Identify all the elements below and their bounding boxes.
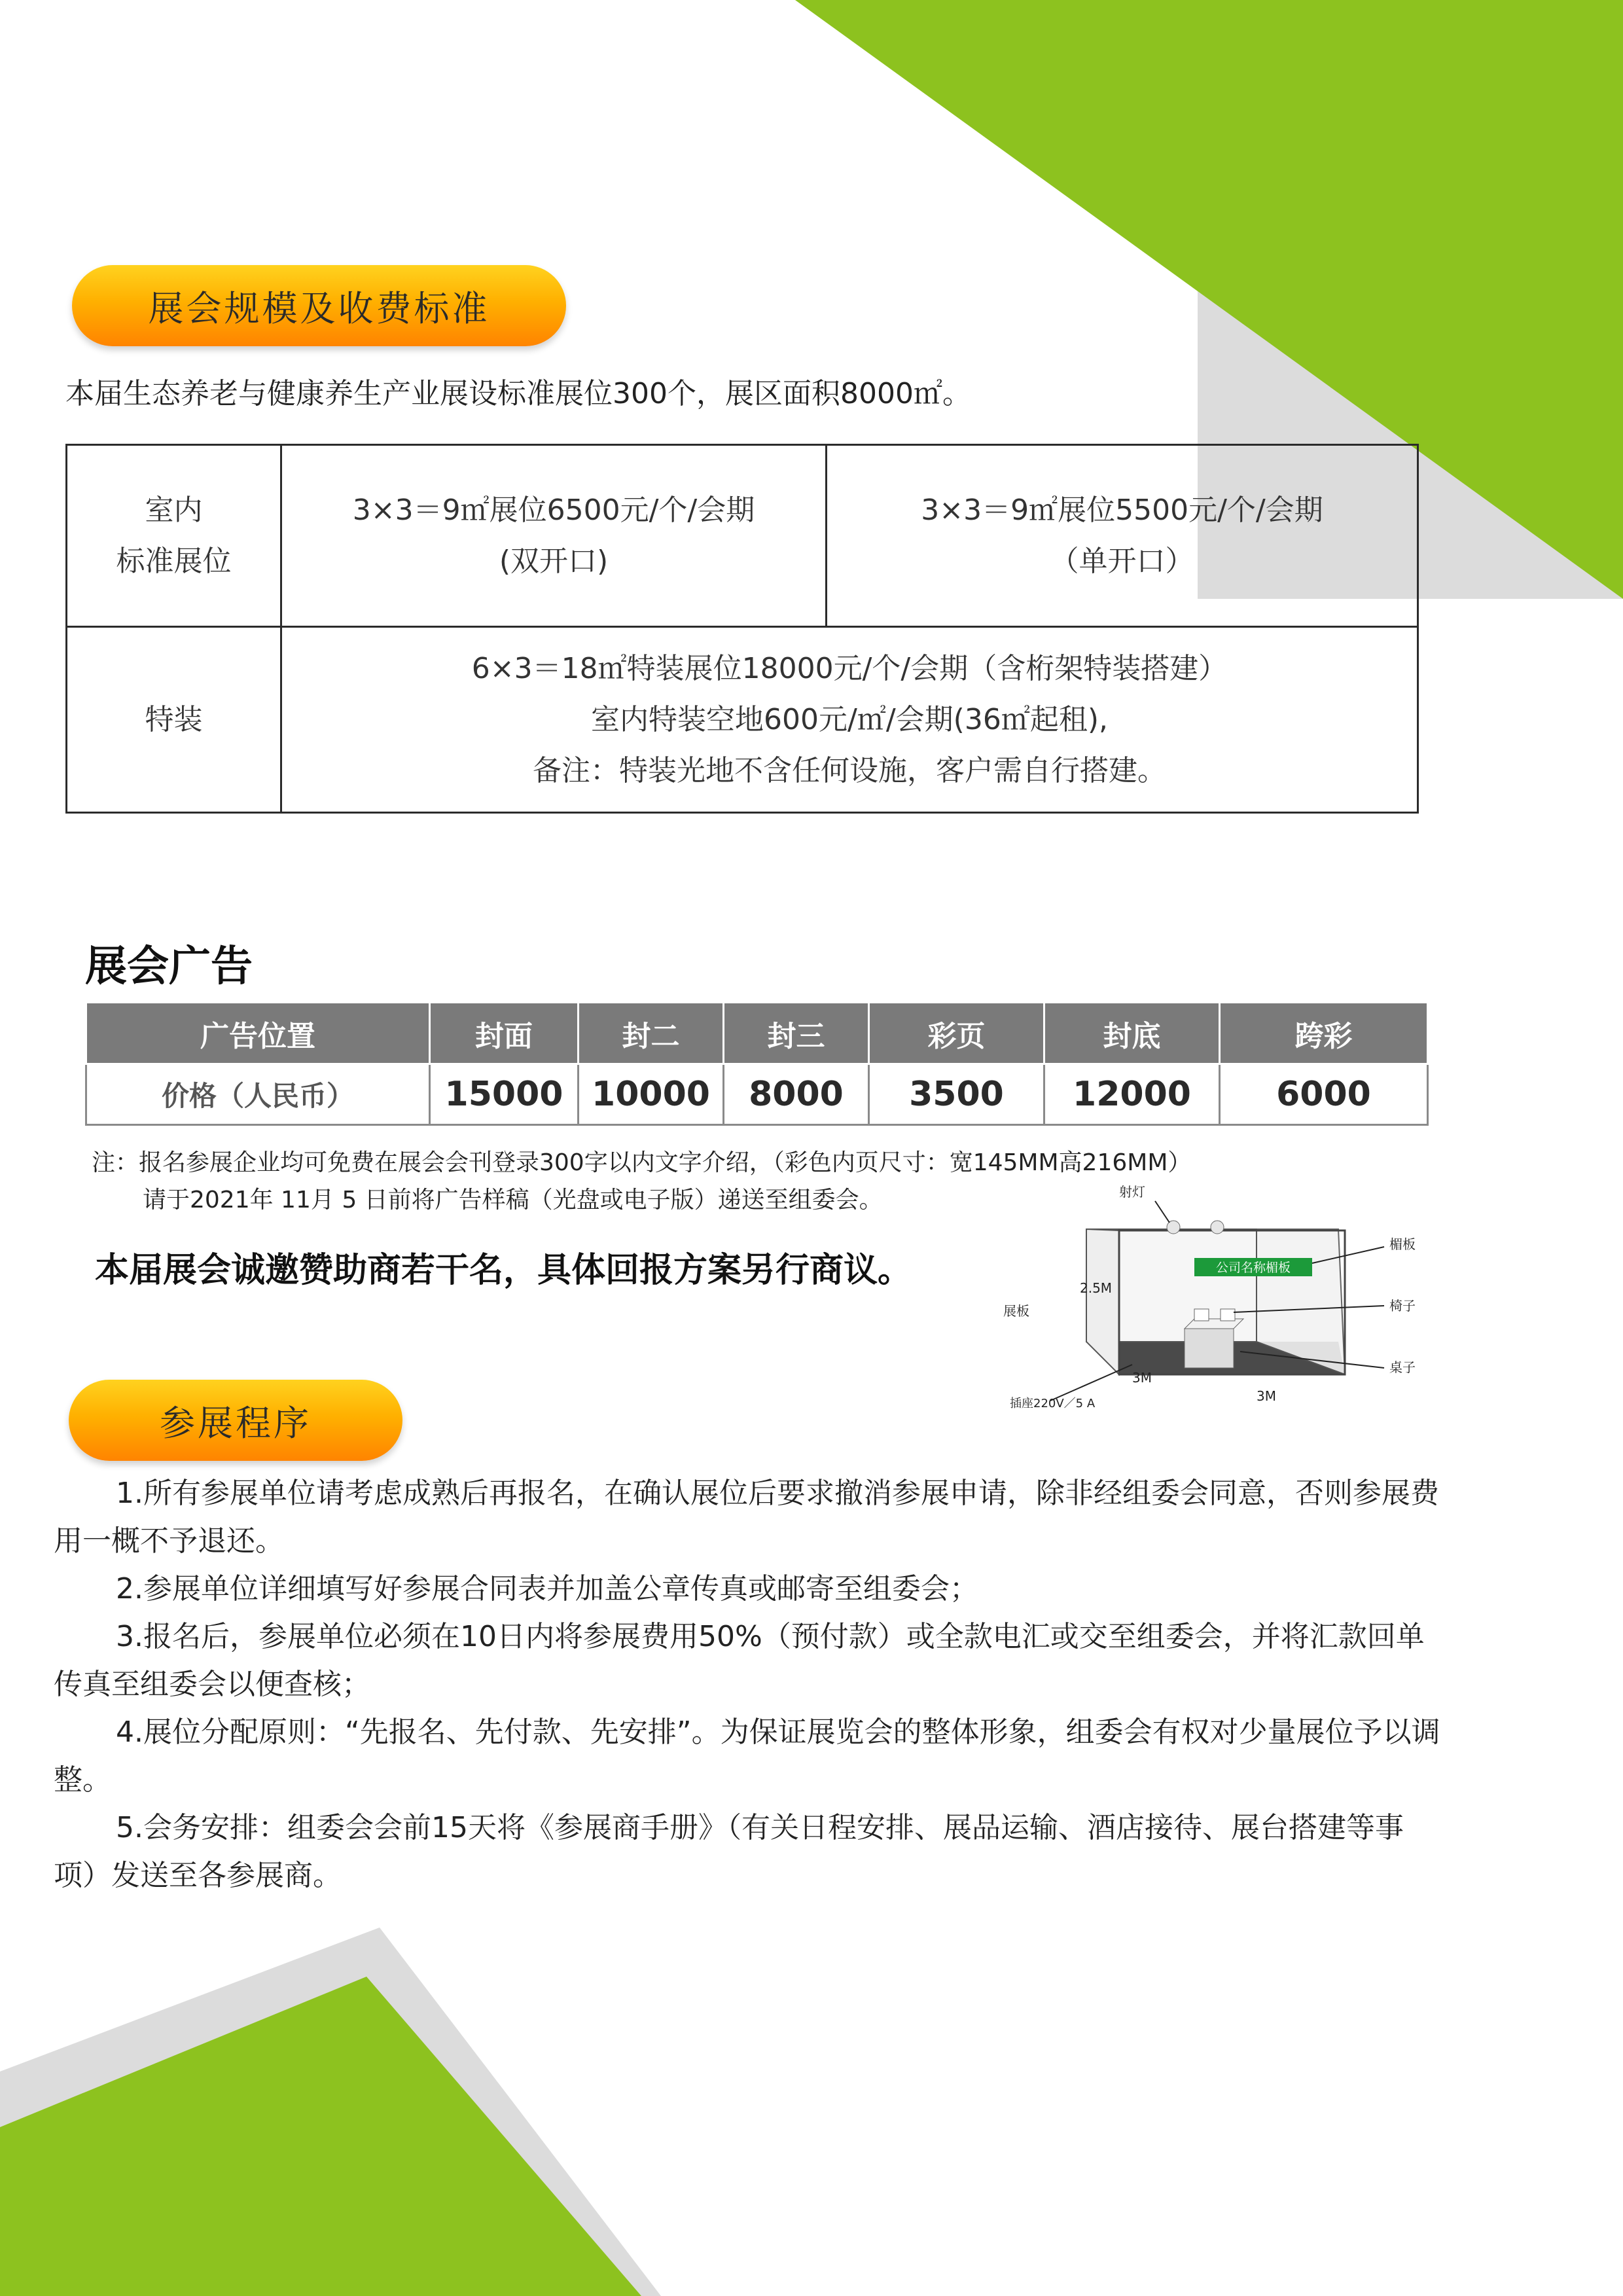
booth-diagram	[998, 1178, 1436, 1414]
fee-text: 6×3＝18㎡特装展位18000元/个/会期（含桁架特装搭建）	[471, 651, 1228, 685]
fee-label-line: 室内	[145, 493, 203, 527]
booth-fascia-text: 公司名称楣板	[1215, 1261, 1291, 1275]
ad-header-cell: 彩页	[869, 1003, 1044, 1064]
leader-line	[1155, 1201, 1169, 1223]
procedure-list	[54, 1469, 1441, 1899]
fee-cell-special	[281, 627, 1418, 813]
fee-text: 室内特装空地600元/㎡/会期(36㎡起租),	[591, 702, 1108, 736]
fee-row-standard	[67, 445, 1418, 627]
ad-note-line-1: 注：报名参展企业均可免费在展会会刊登录300字以内文字介绍，（彩色内页尺寸：宽145MM高216MM）	[92, 1149, 1192, 1176]
procedure-item: 5.会务安排：组委会会前15天将《参展商手册》（有关日程安排、展品运输、酒店接待、展台搭建等事项）发送至各参展商。	[54, 1811, 1404, 1892]
leader-line	[1050, 1365, 1132, 1401]
fee-cell-double-open	[281, 445, 827, 627]
ad-header-cell: 跨彩	[1220, 1003, 1428, 1064]
label-panel: 展板	[1003, 1303, 1029, 1319]
ad-header-cell: 封底	[1044, 1003, 1220, 1064]
ad-price-cell: 6000	[1220, 1064, 1428, 1125]
fee-table	[65, 444, 1419, 814]
label-chair: 椅子	[1389, 1298, 1416, 1314]
fee-label-special: 特装	[67, 627, 281, 813]
label-width: 3M	[1257, 1388, 1276, 1404]
ad-price-table	[85, 1001, 1429, 1126]
label-depth: 3M	[1132, 1370, 1152, 1386]
procedure-item: 4.展位分配原则：“先报名、先付款、先安排”。为保证展览会的整体形象，组委会有权对少量展位予以调整。	[54, 1715, 1440, 1797]
ad-price-cell: 15000	[430, 1064, 579, 1125]
ad-note-line-2: 请于2021年 11月 5 日前将广告样稿（光盘或电子版）递送至组委会。	[143, 1187, 883, 1213]
fee-text: 3×3＝9㎡展位6500元/个/会期	[352, 493, 755, 527]
procedure-item: 3.报名后，参展单位必须在10日内将参展费用50%（预付款）或全款电汇或交至组委会，并将汇款回单传真至组委会以便查核；	[54, 1620, 1425, 1701]
label-spotlight: 射灯	[1119, 1184, 1145, 1200]
fee-row-special	[67, 627, 1418, 813]
fee-text: 3×3＝9㎡展位5500元/个/会期	[921, 493, 1323, 527]
procedure-item: 1.所有参展单位请考虑成熟后再报名，在确认展位后要求撤消参展申请，除非经组委会同意，否则参展费用一概不予退还。	[54, 1477, 1439, 1558]
fee-cell-single-open	[827, 445, 1418, 627]
booth-table	[1185, 1329, 1234, 1368]
ad-header-cell: 广告位置	[86, 1003, 430, 1064]
label-table: 桌子	[1389, 1359, 1416, 1375]
procedure-item: 2.参展单位详细填写好参展合同表并加盖公章传真或邮寄至组委会；	[116, 1572, 978, 1605]
label-fascia: 楣板	[1389, 1236, 1416, 1252]
section-title-fee: 展会规模及收费标准	[72, 265, 566, 346]
ad-header-cell: 封三	[724, 1003, 869, 1064]
booth-left-wall	[1086, 1229, 1119, 1374]
ad-header-cell: 封面	[430, 1003, 579, 1064]
section-title-procedure: 参展程序	[69, 1380, 402, 1461]
ad-header-row	[86, 1003, 1428, 1064]
booth-chair	[1194, 1309, 1209, 1321]
fee-text: 备注：特装光地不含任何设施，客户需自行搭建。	[533, 753, 1166, 787]
fee-text: (双开口)	[499, 544, 609, 578]
ad-price-cell: 10000	[579, 1064, 724, 1125]
fee-label-line: 标准展位	[116, 544, 232, 578]
ad-header-cell: 封二	[579, 1003, 724, 1064]
ad-price-label: 价格（人民币）	[86, 1064, 430, 1125]
booth-chair	[1221, 1309, 1235, 1321]
fee-intro-text: 本届生态养老与健康养生产业展设标准展位300个，展区面积8000㎡。	[65, 377, 971, 410]
ad-price-cell: 3500	[869, 1064, 1044, 1125]
label-height: 2.5M	[1080, 1280, 1113, 1296]
ad-price-row	[86, 1064, 1428, 1125]
booth-spotlight	[1211, 1221, 1224, 1234]
ad-price-cell: 12000	[1044, 1064, 1220, 1125]
bottom-left-green-shape	[0, 1977, 641, 2296]
fee-text: （单开口）	[1050, 544, 1194, 578]
ad-price-cell: 8000	[724, 1064, 869, 1125]
fee-label-standard	[67, 445, 281, 627]
label-socket: 插座220V／5 A	[1010, 1397, 1096, 1410]
ad-section-title: 展会广告	[85, 942, 253, 991]
sponsor-text: 本届展会诚邀赞助商若干名，具体回报方案另行商议。	[95, 1251, 912, 1290]
